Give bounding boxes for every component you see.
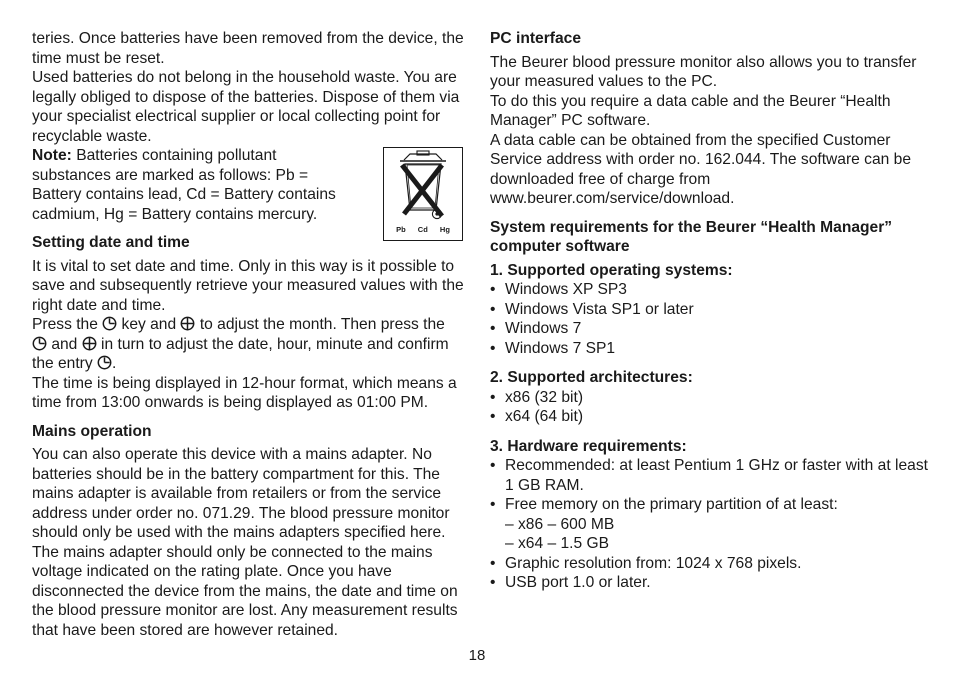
list-item: • Windows 7 <box>490 319 930 339</box>
page-number: 18 <box>468 647 486 664</box>
list-item: • Recommended: at least Pentium 1 GHz or faster with at least 1 GB RAM. <box>490 456 930 495</box>
text-fragment: . <box>112 355 117 372</box>
label-pb: Pb <box>396 225 406 234</box>
list-item: • Windows XP SP3 <box>490 280 930 300</box>
bin-labels <box>384 225 462 234</box>
paragraph-pc-2: To do this you require a data cable and the Beurer “Health Manager” PC software. <box>490 92 891 129</box>
paragraph-date-intro: It is vital to set date and time. Only in this way is it possible to save and subsequently retrieve your measured values with the right date and time. <box>32 257 464 314</box>
heading-pc-interface: PC interface <box>490 30 581 47</box>
paragraph-batteries-reset: teries. Once batteries have been removed from the device, the time must be reset. <box>32 30 464 67</box>
paragraph-date-keys <box>32 315 464 374</box>
paragraph-12-hour-format: The time is being displayed in 12-hour format, which means a time from 13:00 onwards is being displayed as 01:00 PM. <box>32 374 457 411</box>
heading-mains-operation: Mains operation <box>32 422 152 440</box>
crossed-bin-symbol <box>383 147 463 241</box>
clock-key-icon <box>97 355 112 370</box>
list-item: • USB port 1.0 or later. <box>490 573 930 593</box>
right-column <box>490 29 930 593</box>
heading-operating-systems: 1. Supported operating systems: <box>490 261 733 279</box>
list-item: • Windows Vista SP1 or later <box>490 300 930 320</box>
heading-setting-date-time: Setting date and time <box>32 234 190 251</box>
text-fragment: and <box>47 335 82 353</box>
list-item: • Windows 7 SP1 <box>490 339 930 359</box>
list-item: • Graphic resolution from: 1024 x 768 pixels. <box>490 554 930 574</box>
list-item: • x86 (32 bit) <box>490 388 930 408</box>
note-label: Note: <box>32 147 72 164</box>
heading-architectures: 2. Supported architectures: <box>490 369 693 386</box>
note-text: Batteries containing pollutant substances are marked as follows: Pb = Battery contains lead, Cd = Battery contains cadmium, Hg = Battery contains mercury. <box>32 147 336 223</box>
list-item: • x64 (64 bit) <box>490 407 930 427</box>
paragraph-mains: You can also operate this device with a mains adapter. No batteries should be in the battery compartment for this. The mains adapter is available from retailers or from the service address under order no. 071.29. The blood pressure monitor should only be used with the mains adapters specified here. The mains adapter should only be connected to the mains voltage indicated on the rating plate. Once you have disconnected the device from the mains, the date and time on the blood pressure monitor are lost. Any measurement results that have been stored are however retained. <box>32 446 458 639</box>
label-hg: Hg <box>439 225 450 234</box>
label-cd: Cd <box>417 225 428 234</box>
paragraph-note <box>32 146 356 224</box>
crossed-bin-icon <box>384 148 462 224</box>
sub-item: – x86 – 600 MB <box>505 515 615 533</box>
text-fragment: in turn to adjust the date, hour, minute and confirm the entry <box>32 335 449 372</box>
paragraph-battery-disposal: Used batteries do not belong in the household waste. You are legally obliged to dispose of the batteries. Dispose of them via your specialist electrical supplier or local collecting point for recyclable waste. <box>32 69 460 145</box>
text-fragment: key and <box>117 316 181 333</box>
paragraph-pc-3: A data cable can be obtained from the specified Customer Service address with order no. 162.044. The software can be downloaded free of charge from www.beurer.com/service/download. <box>490 131 911 207</box>
plus-key-icon <box>180 316 195 331</box>
clock-key-icon <box>102 316 117 331</box>
sub-item: – x64 – 1.5 GB <box>505 535 610 552</box>
heading-hardware-requirements: 3. Hardware requirements: <box>490 437 687 455</box>
paragraph-pc-1: The Beurer blood pressure monitor also allows you to transfer your measured values to the PC. <box>490 53 917 90</box>
text-fragment: to adjust the month. Then press the <box>195 316 445 333</box>
heading-system-requirements: System requirements for the Beurer “Health Manager” computer software <box>490 218 893 255</box>
text-fragment: Press the <box>32 316 103 333</box>
left-column <box>32 29 464 640</box>
plus-key-icon <box>82 336 97 351</box>
clock-key-icon <box>32 336 47 351</box>
list-item: • Free memory on the primary partition of at least: <box>490 495 930 515</box>
